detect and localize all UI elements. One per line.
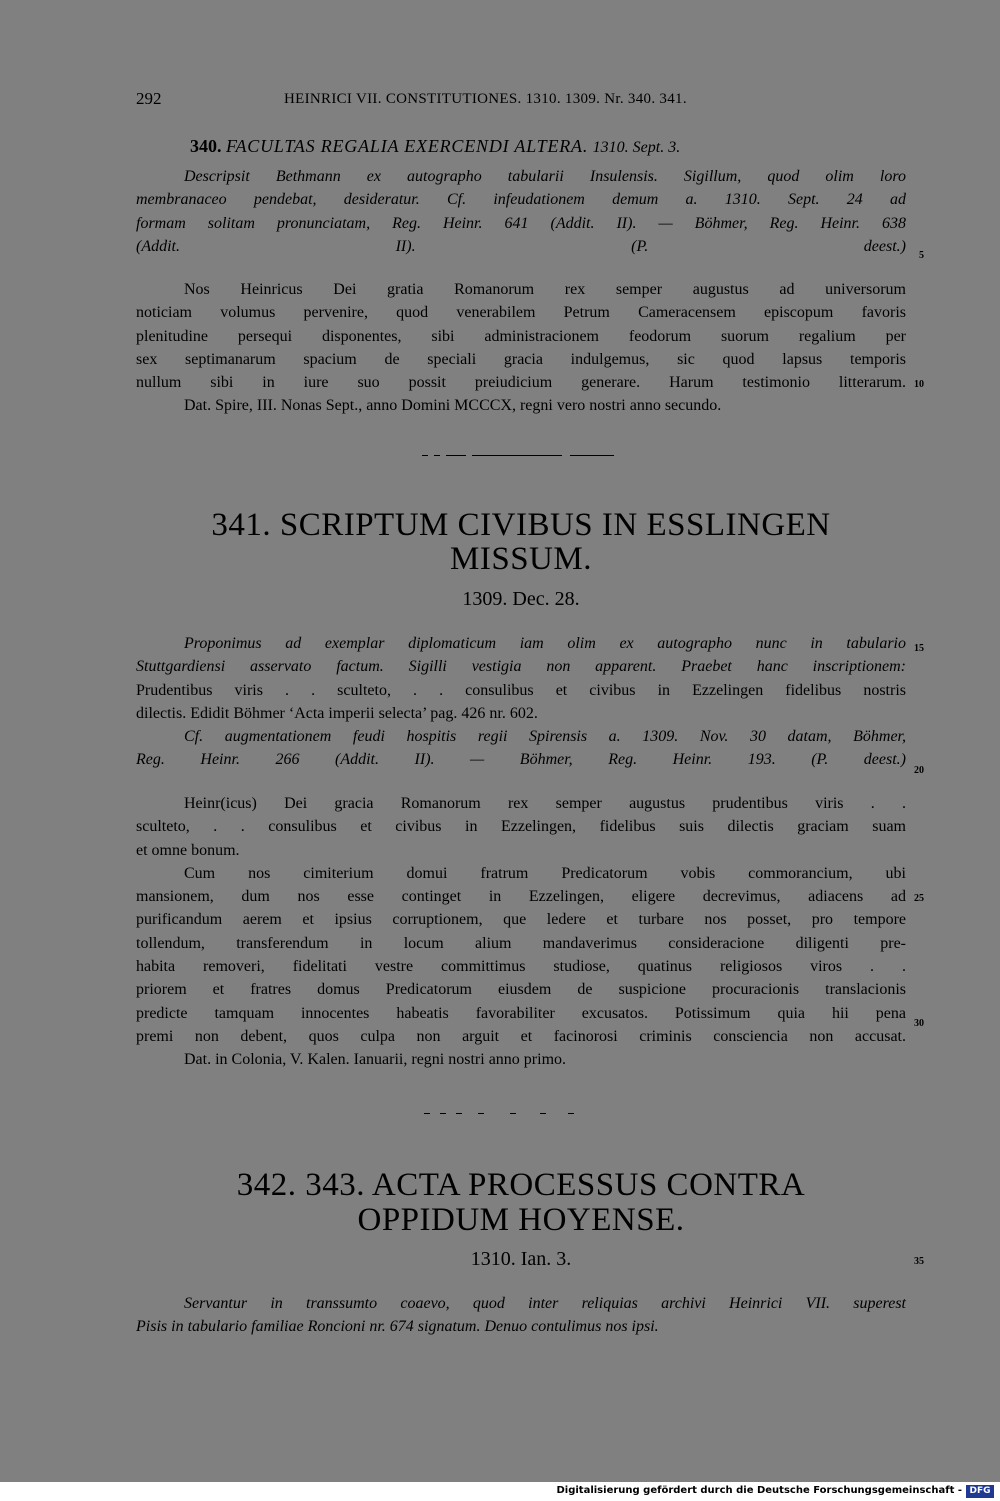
text-line: predicte tamquam innocentes habeatis favorabiliter excusatos. Potissimum quia hii pena	[136, 1004, 906, 1022]
text-line: sculteto, . . consulibus et civibus in Ezzelingen, fidelibus suis dilectis graciam suam	[136, 818, 906, 836]
doc-341-intro	[136, 632, 906, 772]
funding-text: Digitalisierung gefördert durch die Deutsche Forschungsgemeinschaft -	[556, 1485, 962, 1496]
text-line: Nos Heinricus Dei gratia Romanorum rex semper augustus ad universorum	[184, 281, 906, 298]
page-number: 292	[136, 89, 162, 108]
text-line: noticiam volumus pervenire, quod venerabilem Petrum Cameracensem episcopum favoris	[136, 304, 906, 322]
text-line: Descripsit Bethmann ex autographo tabularii Insulensis. Sigillum, quod olim loro	[184, 168, 906, 185]
line-number: 20	[914, 765, 924, 776]
line-number: 35	[914, 1256, 924, 1267]
line-number: 5	[919, 250, 924, 261]
doc-342-date: 1310. Ian. 3.	[470, 1248, 572, 1270]
doc-340-text	[136, 278, 906, 418]
line-number: 10	[914, 379, 924, 390]
line-number: 25	[914, 893, 924, 904]
text-line: Proponimus ad exemplar diplomaticum iam olim ex autographo nunc in tabulario	[184, 635, 906, 652]
dat-line: Dat. Spire, III. Nonas Sept., anno Domini MCCCX, regni vero nostri anno secundo.	[184, 397, 722, 415]
text-line: Heinr(icus) Dei gracia Romanorum rex semper augustus prudentibus viris . .	[184, 795, 906, 812]
dat-line: Dat. in Colonia, V. Kalen. Ianuarii, regni nostri anno primo.	[184, 1051, 567, 1069]
text-line: mansionem, dum nos esse continget in Ezzelingen, eligere decrevimus, adiacens ad	[136, 888, 906, 906]
line-number: 15	[914, 643, 924, 654]
text-line: formam solitam pronunciatam, Reg. Heinr. 641 (Addit. II). — Böhmer, Reg. Heinr. 638	[136, 214, 906, 232]
text-line: Reg. Heinr. 266 (Addit. II). — Böhmer, Reg. Heinr. 193. (P. deest.)	[136, 751, 906, 769]
doc-340-intro	[136, 165, 906, 258]
text-line: purificandum aerem et ipsius corruptionem, que ledere et turbare nos posset, pro tempore	[136, 911, 906, 929]
text-line: tollendum, transferendum in locum alium mandaverimus consideracione diligenti pre-	[136, 934, 906, 952]
text-line: plenitudine persequi disponentes, sibi administracionem feodorum suorum regalium per	[136, 327, 906, 345]
doc-342-title-line1: 342. 343. ACTA PROCESSUS CONTRA	[236, 1167, 806, 1203]
doc-341-text	[136, 792, 906, 1072]
doc-340-heading	[190, 136, 680, 157]
text-line: Pisis in tabulario familiae Roncioni nr. 674 signatum. Denuo contulimus nos ipsi.	[136, 1318, 659, 1336]
text-line: Prudentibus viris . . sculteto, . . consulibus et civibus in Ezzelingen fidelibus nostris	[136, 681, 906, 699]
doc-341-title-line1: 341. SCRIPTUM CIVIBUS IN ESSLINGEN	[211, 507, 831, 543]
text-line: (Addit. II). (P. deest.)	[136, 237, 906, 255]
text-line: premi non debent, quos culpa non arguit et facinorosi criminis consciencia non accusat.	[136, 1027, 906, 1045]
doc-340-title: FACULTAS REGALIA EXERCENDI ALTERA.	[226, 136, 589, 156]
text-line: sex septimanarum spacium de speciali gracia indulgemus, sic quod lapsus temporis	[136, 350, 906, 368]
text-line: Servantur in transsumto coaevo, quod inter reliquias archivi Heinrici VII. superest	[184, 1295, 906, 1312]
doc-341-title-line2: MISSUM.	[450, 541, 592, 577]
running-title: HEINRICI VII. CONSTITUTIONES. 1310. 1309. Nr. 340. 341.	[284, 91, 687, 107]
doc-342-intro	[136, 1292, 906, 1339]
text-line: priorem et fratres domus Predicatorum eiusdem de suspicione procuracionis translacionis	[136, 981, 906, 999]
text-line: et omne bonum.	[136, 841, 240, 859]
doc-340-number: 340.	[190, 136, 222, 156]
doc-340-date: 1310. Sept. 3.	[592, 139, 681, 156]
text-line: nullum sibi in iure suo possit preiudicium generare. Harum testimonio litterarum.	[136, 374, 906, 392]
text-line: Stuttgardiensi asservato factum. Sigilli vestigia non apparent. Praebet hanc inscriptionem:	[136, 658, 906, 676]
line-number: 30	[914, 1018, 924, 1029]
text-line: habita removeri, fidelitati vestre committimus studiose, quatinus religiosos viros . .	[136, 958, 906, 976]
funding-footer	[0, 1482, 1000, 1501]
doc-341-date: 1309. Dec. 28.	[462, 588, 580, 610]
running-head	[136, 89, 906, 115]
text-line: Cf. augmentationem feudi hospitis regii Spirensis a. 1309. Nov. 30 datam, Böhmer,	[184, 728, 906, 746]
doc-342-title-line2: OPPIDUM HOYENSE.	[357, 1202, 685, 1238]
dfg-logo-icon: DFG	[966, 1485, 994, 1498]
text-line: membranaceo pendebat, desideratur. Cf. infeudationem demum a. 1310. Sept. 24 ad	[136, 191, 906, 209]
text-line: Cum nos cimiterium domui fratrum Predicatorum vobis commorancium, ubi	[184, 864, 906, 882]
text-line: dilectis. Edidit Böhmer ‘Acta imperii selecta’ pag. 426 nr. 602.	[136, 704, 538, 722]
